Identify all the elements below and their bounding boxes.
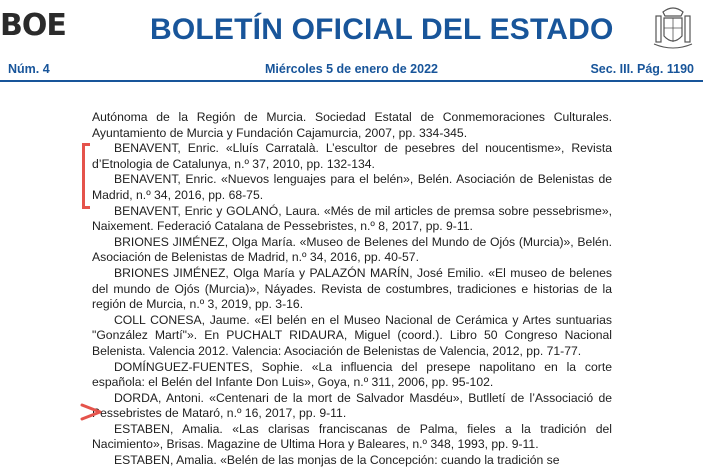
header-divider bbox=[0, 80, 703, 82]
bibliography-body bbox=[92, 110, 612, 469]
bibliography-entry: DOMÍNGUEZ-FUENTES, Sophie. «La influencia del presepe napolitano en la corte española: el Belén del Infante Don Luis», Goya, n.º 311, 2006, pp. 95-102. bbox=[92, 359, 612, 390]
page-header bbox=[0, 0, 703, 56]
bibliography-entry: DORDA, Antoni. «Centenari de la mort de Salvador Masdéu», Butlletí de l’Associació de Pessebristes de Mataró, n.º 16, 2017, pp. 9-11. bbox=[92, 390, 612, 421]
issue-date: Miércoles 5 de enero de 2022 bbox=[264, 62, 438, 76]
bibliography-entry: BENAVENT, Enric. «Nuevos lenguajes para el belén», Belén. Asociación de Belenistas de Madrid, n.º 34, 2016, pp. 68-75. bbox=[92, 172, 612, 202]
red-bracket-annotation bbox=[82, 143, 90, 209]
issue-number: Núm. 4 bbox=[8, 62, 50, 76]
bibliography-entry: Autónoma de la Región de Murcia. Sociedad Estatal de Conmemoraciones Culturales. Ayuntamiento de Murcia y Fundación Cajamurcia, 2007, pp. 334-345. bbox=[92, 110, 612, 140]
bibliography-entry: BRIONES JIMÉNEZ, Olga María. «Museo de Belenes del Mundo de Ojós (Murcia)», Belén. Asociación de Belenistas de Madrid, n.º 34, 2016, pp. 40-57. bbox=[92, 234, 612, 265]
bibliography-entry: BRIONES JIMÉNEZ, Olga María y PALAZÓN MARÍN, José Emilio. «El museo de belenes del mundo de Ojós (Murcia)», Náyades. Revista de costumbres, tradiciones e historias de la región de Murcia, n.º 3, 2019, pp. 3-16. bbox=[92, 265, 612, 312]
issue-info-bar bbox=[0, 62, 703, 78]
red-chevron-annotation-icon bbox=[80, 403, 104, 421]
coat-of-arms-icon bbox=[650, 2, 696, 52]
bibliography-entry: BENAVENT, Enric. «Lluís Carratalà. L’escultor de pesebres del noucentisme», Revista d’Etnologia de Catalunya, n.º 37, 2010, pp. 132-134. bbox=[92, 141, 612, 171]
bibliography-entry: ESTABEN, Amalia. «Belén de las monjas de la Concepción: cuando la tradición se bbox=[114, 453, 560, 468]
bibliography-entry: BENAVENT, Enric y GOLANÓ, Laura. «Més de mil articles de premsa sobre pessebrisme», Naixement. Federació Catalana de Pessebristes, n.º 8, 2017, pp. 9-11. bbox=[92, 203, 612, 234]
bibliography-entry: ESTABEN, Amalia. «Las clarisas franciscanas de Palma, fieles a la tradición del Nacimiento», Brisas. Magazine de Ultima Hora y Baleares, n.º 348, 1993, pp. 9-11. bbox=[92, 421, 612, 452]
bibliography-entry: COLL CONESA, Jaume. «El belén en el Museo Nacional de Cerámica y Artes suntuarias "González Martí"». En PUCHALT RIDAURA, Miguel (coord.). Libro 50 Congreso Nacional Belenista. Valencia 2012. Valencia: Asociación de Belenistas de Valencia, 2012, pp. 71-77. bbox=[92, 312, 612, 358]
boe-logo: BOE bbox=[0, 8, 66, 43]
section-page: Sec. III. Pág. 1190 bbox=[590, 62, 694, 76]
page-title: BOLETÍN OFICIAL DEL ESTADO bbox=[150, 13, 614, 46]
